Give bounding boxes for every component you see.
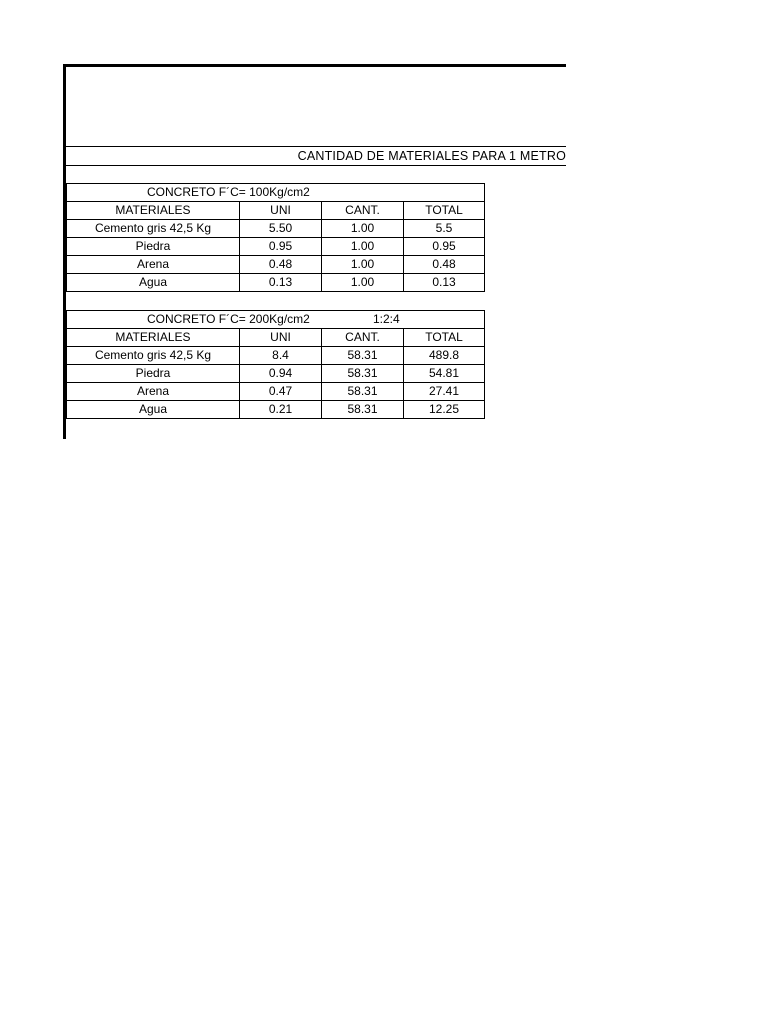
total-cell: 54.81 [404, 365, 485, 383]
column-header-cant: CANT. [322, 202, 404, 220]
column-header-materiales: MATERIALES [67, 202, 240, 220]
total-cell: 489.8 [404, 347, 485, 365]
cant-cell: 58.31 [322, 347, 404, 365]
total-cell: 5.5 [404, 220, 485, 238]
table-heading-row [67, 184, 485, 202]
cant-cell: 1.00 [322, 256, 404, 274]
table-heading: CONCRETO F´C= 100Kg/cm2 [147, 185, 310, 199]
table-header-row [67, 202, 485, 220]
total-cell: 0.48 [404, 256, 485, 274]
table-heading-row [67, 311, 485, 329]
material-cell: Agua [67, 401, 240, 419]
document-title: CANTIDAD DE MATERIALES PARA 1 METRO [297, 149, 566, 163]
table-row [67, 256, 485, 274]
material-cell: Arena [67, 383, 240, 401]
column-header-cant: CANT. [322, 329, 404, 347]
mix-ratio: 1:2:4 [373, 312, 400, 326]
table-heading-cell [67, 311, 485, 329]
uni-cell: 8.4 [240, 347, 322, 365]
material-cell: Cemento gris 42,5 Kg [67, 220, 240, 238]
uni-cell: 0.48 [240, 256, 322, 274]
table-row [67, 401, 485, 419]
column-header-uni: UNI [240, 202, 322, 220]
cant-cell: 58.31 [322, 383, 404, 401]
material-cell: Arena [67, 256, 240, 274]
table-heading: CONCRETO F´C= 200Kg/cm2 [147, 312, 310, 326]
cant-cell: 58.31 [322, 401, 404, 419]
total-cell: 0.95 [404, 238, 485, 256]
material-cell: Cemento gris 42,5 Kg [67, 347, 240, 365]
table-row [67, 238, 485, 256]
material-cell: Piedra [67, 365, 240, 383]
uni-cell: 0.94 [240, 365, 322, 383]
table-header-row [67, 329, 485, 347]
total-cell: 27.41 [404, 383, 485, 401]
cant-cell: 1.00 [322, 274, 404, 292]
table-row [67, 347, 485, 365]
material-cell: Agua [67, 274, 240, 292]
uni-cell: 0.13 [240, 274, 322, 292]
table-heading-cell [67, 184, 485, 202]
sheet-top-border [63, 64, 566, 67]
table-row [67, 274, 485, 292]
uni-cell: 0.21 [240, 401, 322, 419]
cant-cell: 58.31 [322, 365, 404, 383]
cant-cell: 1.00 [322, 238, 404, 256]
total-cell: 12.25 [404, 401, 485, 419]
column-header-materiales: MATERIALES [67, 329, 240, 347]
uni-cell: 0.47 [240, 383, 322, 401]
table-row [67, 220, 485, 238]
uni-cell: 0.95 [240, 238, 322, 256]
document-title-row [66, 146, 566, 166]
column-header-uni: UNI [240, 329, 322, 347]
table-row [67, 383, 485, 401]
material-cell: Piedra [67, 238, 240, 256]
total-cell: 0.13 [404, 274, 485, 292]
uni-cell: 5.50 [240, 220, 322, 238]
concrete-200-table [66, 310, 485, 419]
concrete-100-table [66, 183, 485, 292]
cant-cell: 1.00 [322, 220, 404, 238]
column-header-total: TOTAL [404, 202, 485, 220]
table-row [67, 365, 485, 383]
column-header-total: TOTAL [404, 329, 485, 347]
